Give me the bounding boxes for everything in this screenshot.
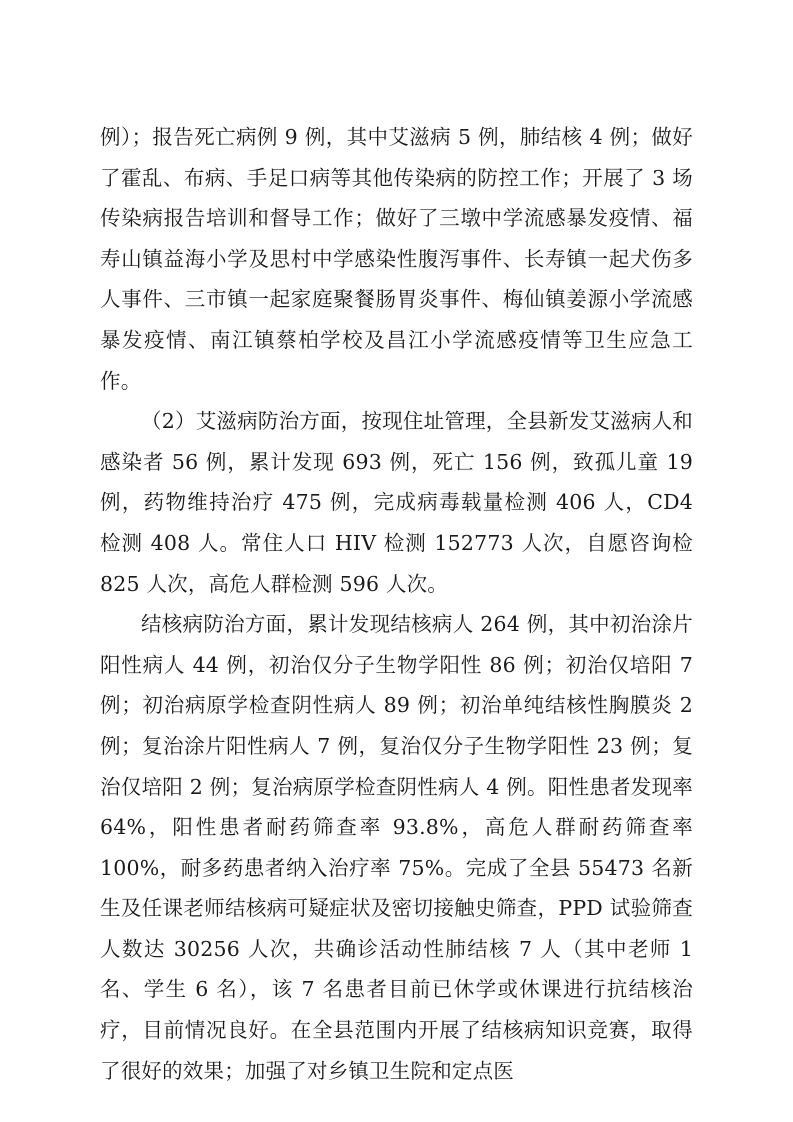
paragraph-aids-prevention: （2）艾滋病防治方面，按现住址管理，全县新发艾滋病人和感染者 56 例，累计发现 693 例，死亡 156 例，致孤儿童 19 例，药物维持治疗 475 例，完成病毒载量检测 406 人，CD4 检测 408 人。常住人口 HIV 检测 152773 人次，自愿咨询检 825 人次，高危人群检测 596 人次。 — [100, 409, 693, 596]
paragraph-tuberculosis-prevention: 结核病防治方面，累计发现结核病人 264 例，其中初治涂片阳性病人 44 例，初治仅分子生物学阳性 86 例；初治仅培阳 7 例；初治病原学检查阴性病人 89 例；初治单纯结核性胸膜炎 2 例；复治涂片阳性病人 7 例，复治仅分子生物学阳性 23 例；复治仅培阳 2 例；复治病原学检查阴性病人 4 例。阳性患者发现率 64%，阳性患者耐药筛查率 93.8%，高危人群耐药筛查率 100%，耐多药患者纳入治疗率 75%。完成了全县 55473 名新生及任课老师结核病可疑症状及密切接触史筛查，PPD 试验筛查人数达 30256 人次，共确诊活动性肺结核 7 人（其中老师 1 名、学生 6 名），该 7 名患者目前已休学或休课进行抗结核治疗，目前情况良好。在全县范围内开展了结核病知识竞赛，取得了很好的效果；加强了对乡镇卫生院和定点医 — [100, 612, 693, 1083]
paragraph-epidemic-response: 例）；报告死亡病例 9 例，其中艾滋病 5 例，肺结核 4 例；做好了霍乱、布病、手足口病等其他传染病的防控工作；开展了 3 场传染病报告培训和督导工作；做好了三墩中学流感暴发疫情、福寿山镇益海小学及思村中学感染性腹泻事件、长寿镇一起犬伤多人事件、三市镇一起家庭聚餐肠胃炎事件、梅仙镇姜源小学流感暴发疫情、南江镇蔡柏学校及昌江小学流感疫情等卫生应急工作。 — [100, 125, 693, 393]
document-body — [100, 117, 693, 1091]
